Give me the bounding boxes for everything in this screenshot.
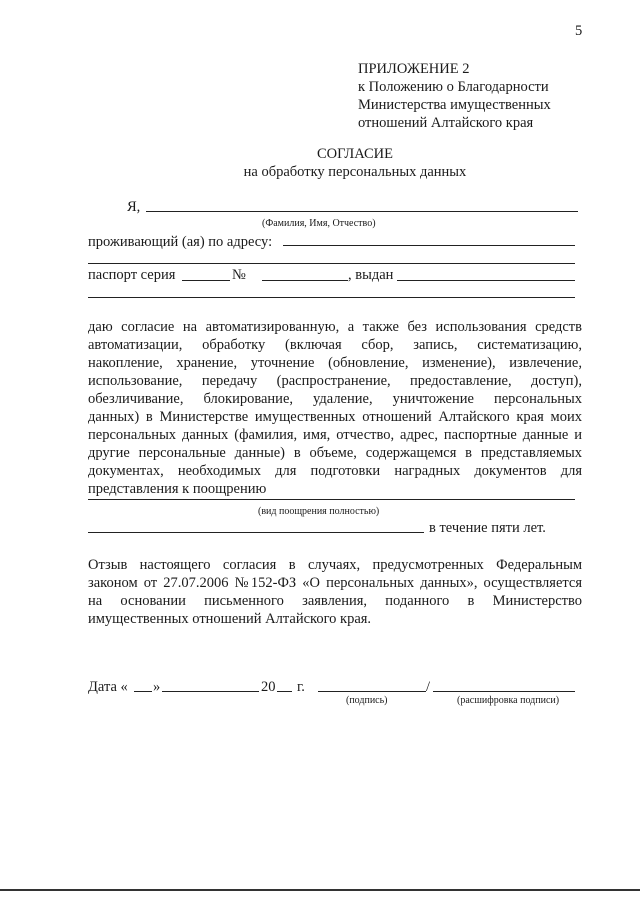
address-label: проживающий (ая) по адресу: [88,234,273,250]
fio-hint: (Фамилия, Имя, Отчество) [262,218,376,229]
page-number: 5 [575,23,583,39]
fio-field[interactable] [146,211,578,212]
issued-label: , выдан [348,267,394,283]
consent-line: документах, необходимых для подготовки наградных документов для [88,463,582,479]
year-label: 20 [261,679,276,695]
consent-line: обезличивание, блокирование, удаление, уничтожение персональных [88,391,582,407]
year-suffix: г. [297,679,305,695]
consent-line: использование, передачу (распространение, предоставление, доступ), [88,373,582,389]
consent-line: накопление, хранение, уточнение (обновление, изменение), извлечение, [88,355,582,371]
withdrawal-line: Отзыв настоящего согласия в случаях, предусмотренных Федеральным [88,557,582,573]
signature-decode-field[interactable] [433,691,575,692]
withdrawal-line: законом от 27.07.2006 №152-ФЗ «О персональных данных», осуществляется [88,575,582,591]
appendix-line: Министерства имущественных [358,97,551,113]
consent-line: персональных данных (фамилия, имя, отчество, адрес, паспортные данные и [88,427,582,443]
passport-number-field[interactable] [262,280,348,281]
consent-line: даю согласие на автоматизированную, а также без использования средств [88,319,582,335]
ya-label: Я, [127,199,141,215]
signature-slash: / [426,679,431,695]
consent-line: представления к поощрению [88,481,267,497]
address-field[interactable] [283,245,575,246]
date-quote-close: » [153,679,161,695]
award-type-field[interactable] [88,499,575,500]
signature-hint: (подпись) [346,695,388,706]
passport-series-label: паспорт серия [88,267,176,283]
date-month-field[interactable] [162,691,259,692]
passport-number-label: № [232,267,246,283]
withdrawal-line: на основании письменного заявления, поданного в Министерство [88,593,582,609]
consent-line: другие персональные данные) в объеме, содержащемся в представляемых [88,445,582,461]
issued-by-field-line2[interactable] [88,297,575,298]
appendix-line: отношений Алтайского края [358,115,534,131]
date-day-field[interactable] [134,691,152,692]
page-bottom-border [0,889,640,891]
date-year-field[interactable] [277,691,292,692]
issued-by-field[interactable] [397,280,575,281]
address-field-line2[interactable] [88,263,575,264]
signature-field[interactable] [318,691,426,692]
date-label: Дата « [88,679,128,695]
document-title: СОГЛАСИЕ [316,146,394,162]
award-term-field[interactable] [88,532,424,533]
award-type-hint: (вид поощрения полностью) [258,506,380,517]
appendix-title: ПРИЛОЖЕНИЕ 2 [358,61,470,77]
signature-decode-hint: (расшифровка подписи) [457,695,560,706]
document-subtitle: на обработку персональных данных [243,164,467,180]
withdrawal-line: имущественных отношений Алтайского края. [88,611,372,627]
appendix-line: к Положению о Благодарности [358,79,549,95]
passport-series-field[interactable] [182,280,230,281]
consent-line: данных) в Министерстве имущественных отношений Алтайского края моих [88,409,582,425]
term-text: в течение пяти лет. [429,520,546,536]
consent-line: автоматизации, обработку (включая сбор, запись, систематизацию, [88,337,582,353]
